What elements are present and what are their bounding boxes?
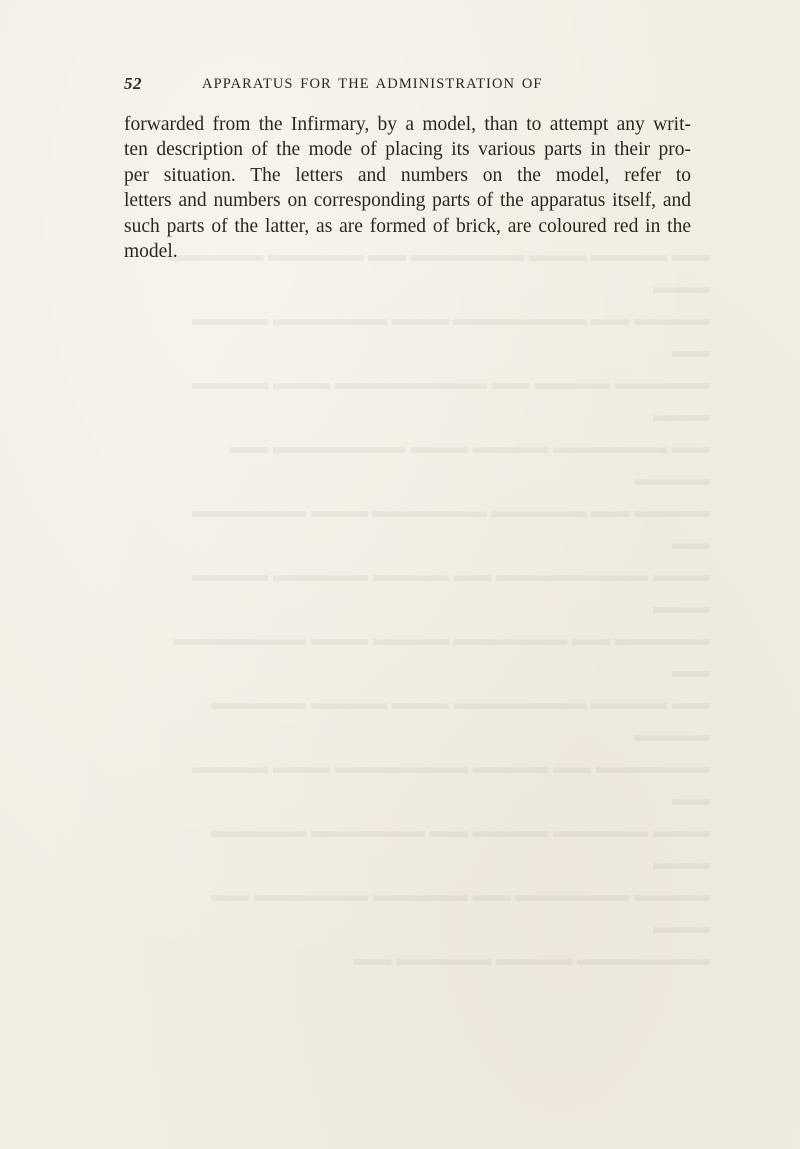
- text-line: such parts of the latter, as are formed of brick, are coloured red in the: [124, 215, 691, 237]
- text-line: per situation. The letters and numbers on the model, refer to: [124, 164, 691, 186]
- reverse-side-show-through: ▬▬ ▬▬▬▬ ▬▬▬ ▬▬▬▬▬▬ ▬▬ ▬▬▬▬▬ ▬▬▬▬▬ ▬▬▬ ▬▬▬▬ ▬▬ ▬▬▬▬▬▬▬ ▬▬▬ ▬▬▬▬▬▬ ▬▬▬▬ ▬▬ ▬▬▬▬▬ ▬▬▬▬ ▬▬ ▬▬▬▬▬▬▬▬ ▬▬▬ ▬▬▬▬ ▬▬▬ ▬▬ ▬▬▬▬▬▬ ▬▬▬▬ ▬▬▬ ▬▬▬▬▬▬▬ ▬▬ ▬▬▬▬ ▬▬▬▬ ▬▬ ▬▬▬▬▬ ▬▬▬▬▬▬ ▬▬▬ ▬▬▬▬▬▬ ▬▬ ▬▬▬ ▬▬▬▬▬▬▬▬ ▬▬ ▬▬▬▬ ▬▬▬▬▬ ▬▬▬▬ ▬▬▬ ▬▬▬▬▬ ▬▬ ▬▬▬▬▬▬ ▬▬▬▬ ▬▬▬ ▬▬▬▬▬▬▬ ▬▬ ▬▬ ▬▬▬▬ ▬▬▬▬▬▬▬ ▬▬▬ ▬▬▬▬ ▬▬▬▬▬ ▬▬▬▬ ▬▬▬▬▬▬ ▬▬ ▬▬▬▬ ▬▬▬▬▬▬▬ ▬▬▬ ▬▬▬▬ ▬▬ ▬▬▬ ▬▬▬▬▬ ▬▬▬▬ ▬▬ ▬▬▬▬▬▬ ▬▬▬▬▬ ▬▬▬ ▬▬▬▬ ▬▬▬▬▬▬ ▬▬ ▬▬▬▬▬ ▬▬▬▬▬▬ ▬▬ ▬▬▬ ▬▬▬▬▬▬▬ ▬▬▬▬ ▬▬▬▬▬ ▬▬: [168, 245, 710, 970]
- text-line: forwarded from the Infirmary, by a model, than to attempt any writ-: [124, 114, 691, 135]
- running-head: [0, 74, 800, 98]
- text-line: letters and numbers on corresponding parts of the apparatus itself, and: [124, 190, 691, 212]
- text-line: ten description of the mode of placing its various parts in their pro-: [124, 139, 691, 161]
- text-line: model.: [124, 241, 178, 263]
- running-title: APPARATUS FOR THE ADMINISTRATION OF: [202, 76, 543, 92]
- body-paragraph: [124, 112, 691, 264]
- page-number: 52: [124, 74, 142, 93]
